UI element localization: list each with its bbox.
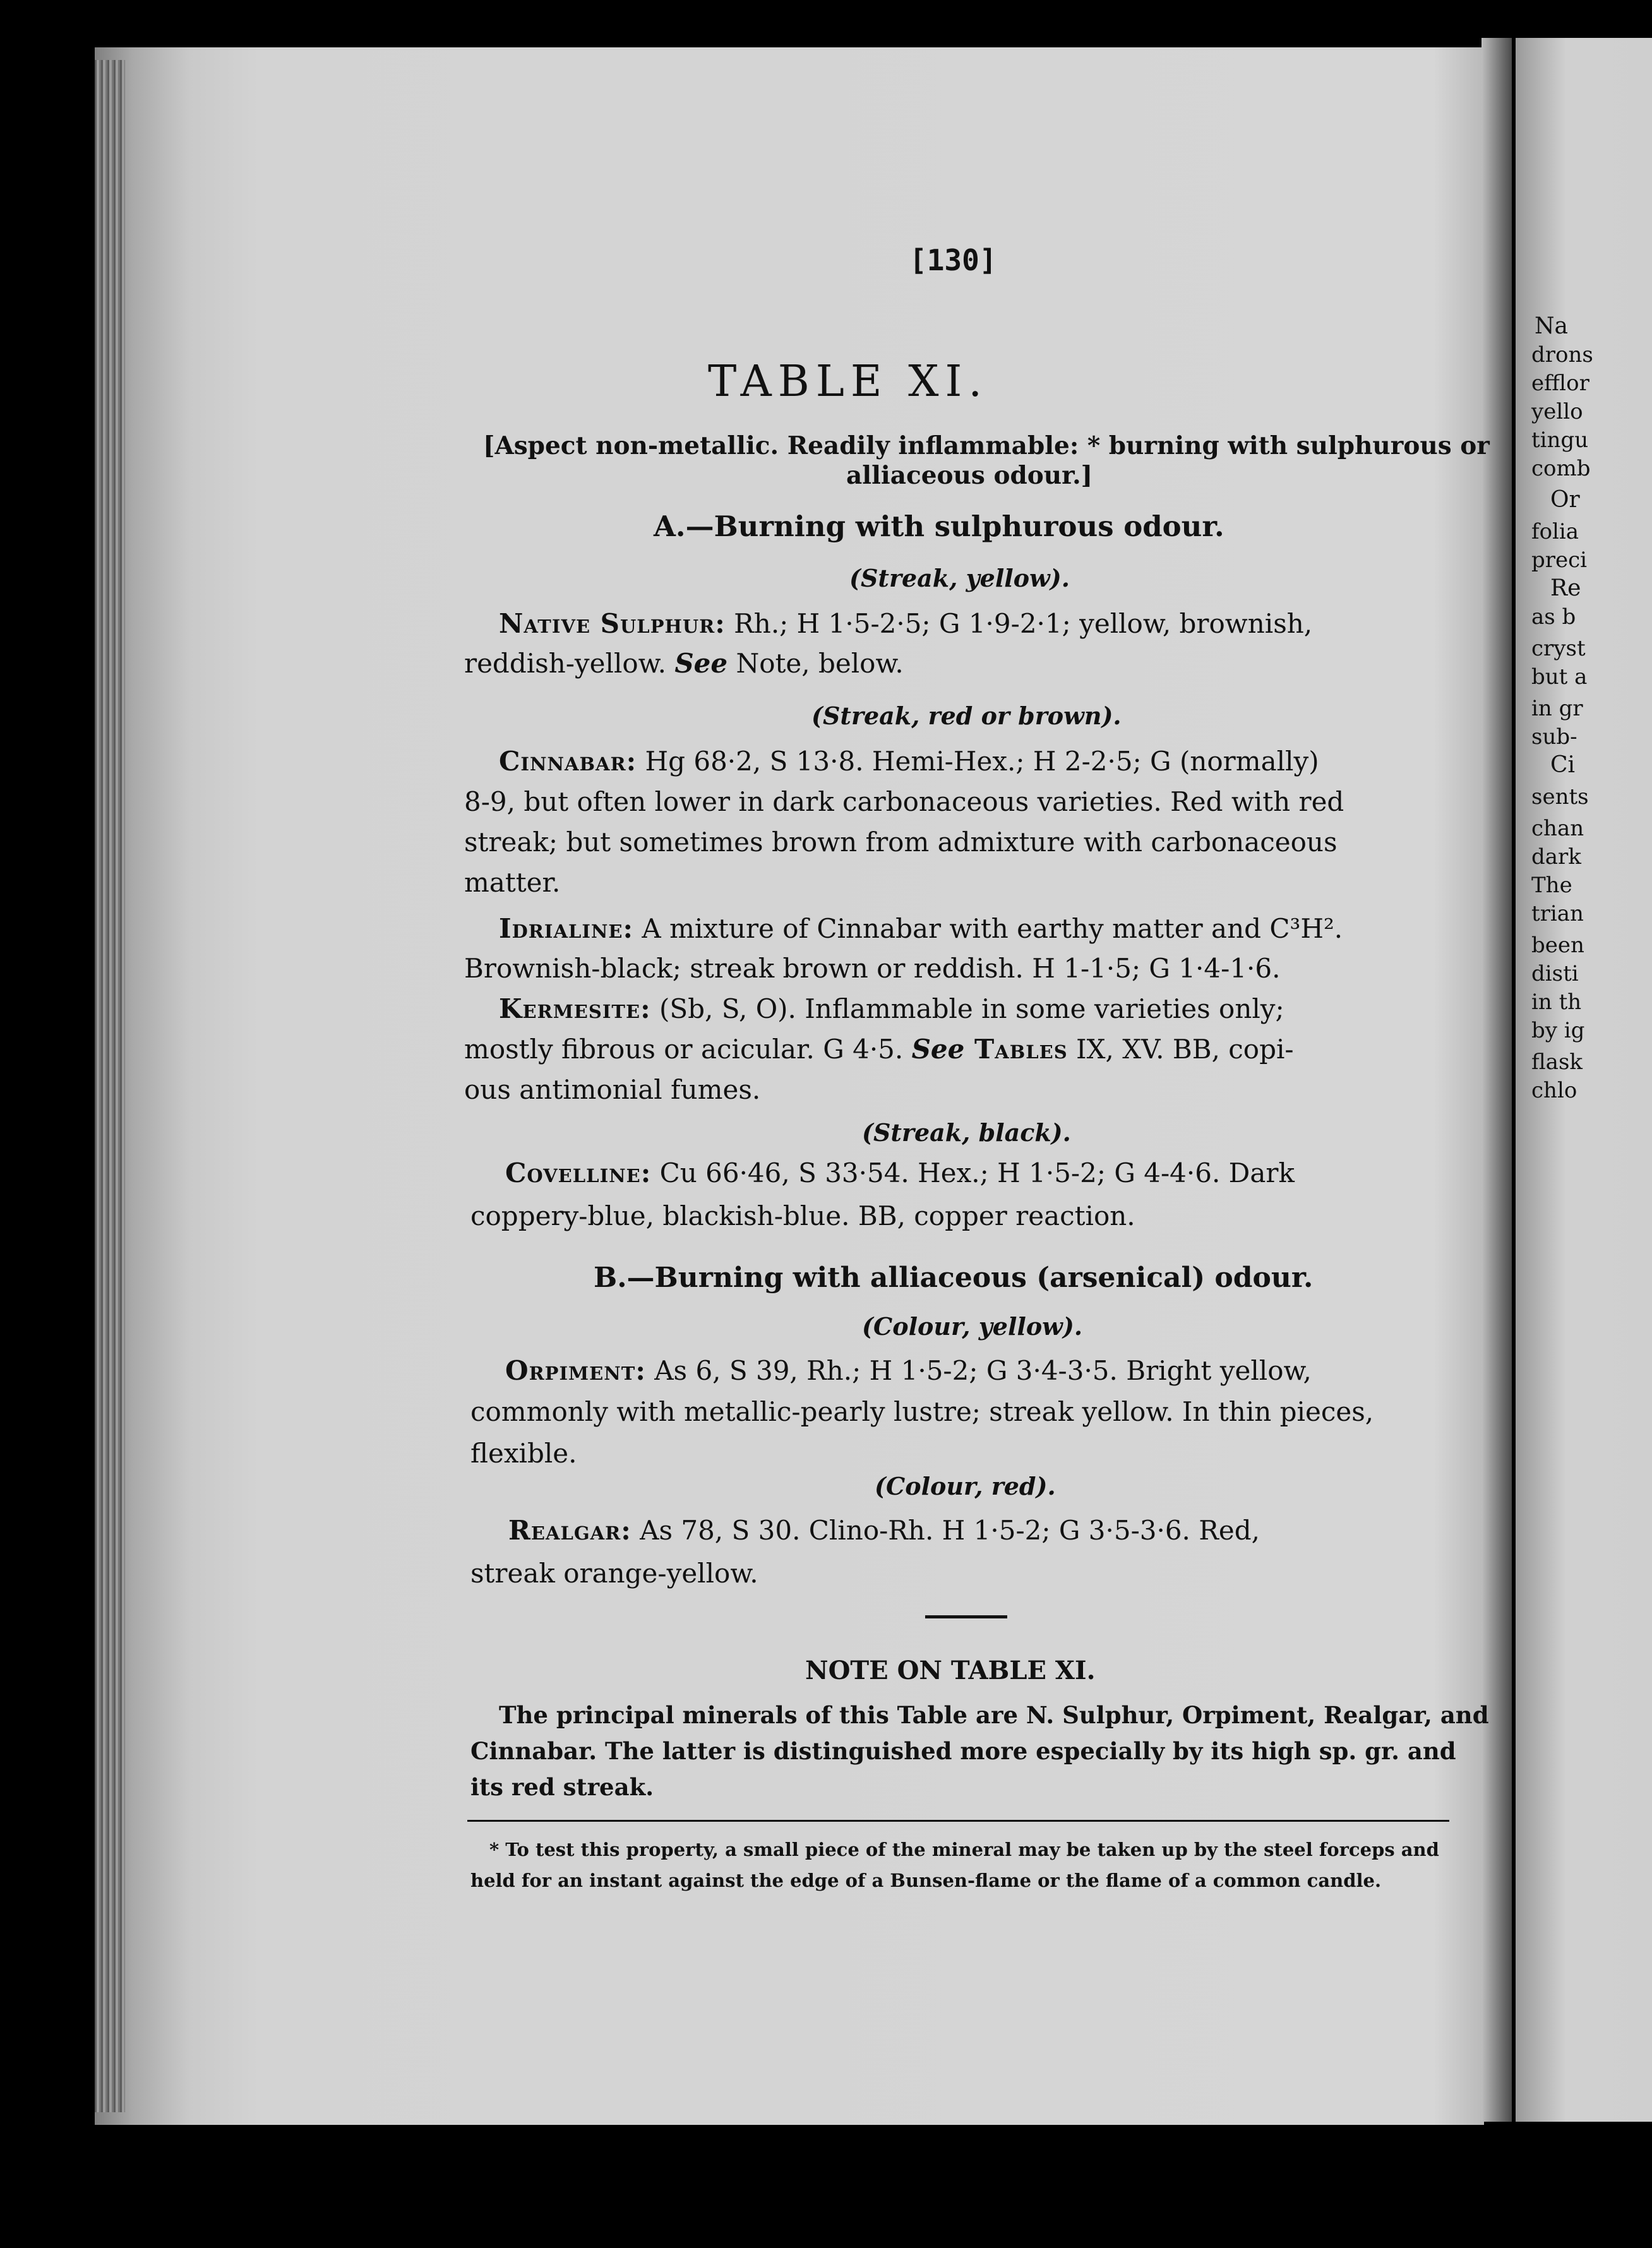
facing-page-word: sents [1531, 784, 1589, 810]
streak-red-label: (Streak, red or brown). [811, 702, 1122, 730]
facing-page-word: yello [1531, 399, 1583, 424]
covelline-line-1 [505, 1157, 1295, 1190]
section-a-heading: A.—Burning with sulphurous odour. [654, 510, 1224, 543]
mineral-text: Hg 68·2, S 13·8. Hemi-Hex.; H 2-2·5; G (normally) [637, 746, 1319, 777]
kermesite-line-1 [499, 993, 1284, 1025]
facing-page-word: The [1531, 873, 1572, 898]
facing-page-word: chan [1531, 816, 1584, 841]
facing-page-word: chlo [1531, 1078, 1577, 1103]
mineral-text: A mixture of Cinnabar with earthy matter and C³H². [633, 913, 1343, 944]
mineral-text: As 78, S 30. Clino-Rh. H 1·5-2; G 3·5-3·6. Red, [631, 1515, 1260, 1546]
mineral-text: Cu 66·46, S 33·54. Hex.; H 1·5-2; G 4-4·6. Dark [651, 1157, 1295, 1188]
mineral-text: As 6, S 39, Rh.; H 1·5-2; G 3·4-3·5. Bright yellow, [645, 1355, 1312, 1386]
orpiment-line-1 [505, 1354, 1312, 1387]
mineral-name: Idrialine: [499, 913, 634, 944]
note-line-2: Cinnabar. The latter is distinguished more especially by its high sp. gr. and [470, 1737, 1456, 1765]
mineral-text: Rh.; H 1·5-2·5; G 1·9-2·1; yellow, brownish, [725, 608, 1313, 639]
intro-line-1: [Aspect non-metallic. Readily inflammable: * burning with sulphurous or [483, 431, 1490, 460]
facing-page-word: Na [1535, 313, 1568, 339]
facing-page-word: in th [1531, 989, 1582, 1015]
mineral-name: Kermesite: [499, 993, 651, 1024]
cinnabar-line-1 [499, 745, 1319, 778]
facing-page-word: folia [1531, 519, 1579, 544]
see-ref: See [911, 1034, 965, 1065]
facing-page-word: tingu [1531, 427, 1589, 453]
mineral-name: Realgar: [508, 1515, 631, 1546]
section-divider [925, 1615, 1007, 1618]
facing-page-word: but a [1531, 664, 1588, 690]
facing-page-word: flask [1531, 1049, 1583, 1075]
section-b-heading: B.—Burning with alliaceous (arsenical) odour. [594, 1262, 1314, 1294]
mineral-text: (Sb, S, O). Inflammable in some varieties only; [650, 993, 1284, 1024]
mineral-name: Cinnabar: [499, 746, 637, 777]
facing-page-word: in gr [1531, 696, 1583, 721]
mineral-text: reddish-yellow. [464, 648, 675, 679]
mineral-name: Covelline: [505, 1157, 652, 1188]
facing-page-word: preci [1531, 547, 1588, 573]
page-number: [130] [909, 243, 997, 277]
table-title: TABLE XI. [707, 357, 988, 407]
cinnabar-line-3: streak; but sometimes brown from admixture with carbonaceous [464, 827, 1338, 858]
facing-page-word: as b [1531, 604, 1576, 630]
facing-page-word: Ci [1550, 752, 1576, 778]
realgar-line-2: streak orange-yellow. [470, 1558, 758, 1589]
book-spine [1481, 38, 1512, 2122]
facing-page-fragment [1516, 38, 1652, 2122]
native-sulphur-line-2 [464, 647, 904, 680]
footnote-line-1: * To test this property, a small piece of the mineral may be taken up by the steel forceps and [489, 1839, 1439, 1860]
facing-page-word: comb [1531, 456, 1591, 481]
mineral-text: mostly fibrous or acicular. G 4·5. [464, 1034, 912, 1065]
colour-red-label: (Colour, red). [875, 1472, 1056, 1500]
tables-ref: Tables [964, 1034, 1068, 1065]
orpiment-line-3: flexible. [470, 1438, 577, 1469]
cinnabar-line-4: matter. [464, 867, 561, 898]
colour-yellow-label: (Colour, yellow). [862, 1312, 1083, 1341]
note-line-3: its red streak. [470, 1773, 654, 1801]
realgar-line-1 [508, 1514, 1260, 1547]
facing-page-word: Re [1550, 575, 1581, 601]
covelline-line-2: coppery-blue, blackish-blue. BB, copper reaction. [470, 1200, 1135, 1231]
mineral-text: IX, XV. BB, copi- [1067, 1034, 1294, 1065]
kermesite-line-2 [464, 1033, 1294, 1066]
footnote-line-2: held for an instant against the edge of a Bunsen-flame or the flame of a common candle. [470, 1870, 1382, 1891]
intro-line-2: alliaceous odour.] [846, 461, 1093, 490]
streak-black-label: (Streak, black). [862, 1118, 1071, 1147]
facing-page-word: Or [1550, 487, 1580, 513]
mineral-name: Orpiment: [505, 1355, 646, 1386]
facing-page-word: sub- [1531, 724, 1577, 750]
idrialine-line-1 [499, 912, 1343, 945]
cinnabar-line-2: 8-9, but often lower in dark carbonaceous varieties. Red with red [464, 786, 1344, 817]
note-heading: NOTE ON TABLE XI. [805, 1656, 1096, 1685]
note-line-1: The principal minerals of this Table are N. Sulphur, Orpiment, Realgar, and [499, 1701, 1489, 1729]
facing-page-word: been [1531, 933, 1584, 958]
facing-page-word: trian [1531, 901, 1584, 926]
footnote-rule [467, 1820, 1449, 1822]
idrialine-line-2: Brownish-black; streak brown or reddish. H 1-1·5; G 1·4-1·6. [464, 953, 1281, 984]
facing-page-word: disti [1531, 961, 1579, 986]
orpiment-line-2: commonly with metallic-pearly lustre; streak yellow. In thin pieces, [470, 1396, 1374, 1427]
facing-page-word: cryst [1531, 636, 1586, 661]
mineral-name: Native Sulphur: [499, 608, 726, 639]
facing-page-word: dark [1531, 844, 1581, 870]
facing-page-word: efflor [1531, 371, 1589, 396]
streak-yellow-label: (Streak, yellow). [849, 564, 1070, 592]
see-ref: See [674, 648, 728, 679]
kermesite-line-3: ous antimonial fumes. [464, 1074, 761, 1105]
facing-page-word: by ig [1531, 1018, 1585, 1043]
mineral-text: Note, below. [727, 648, 904, 679]
facing-page-word: drons [1531, 342, 1593, 368]
native-sulphur-line-1 [499, 607, 1312, 640]
